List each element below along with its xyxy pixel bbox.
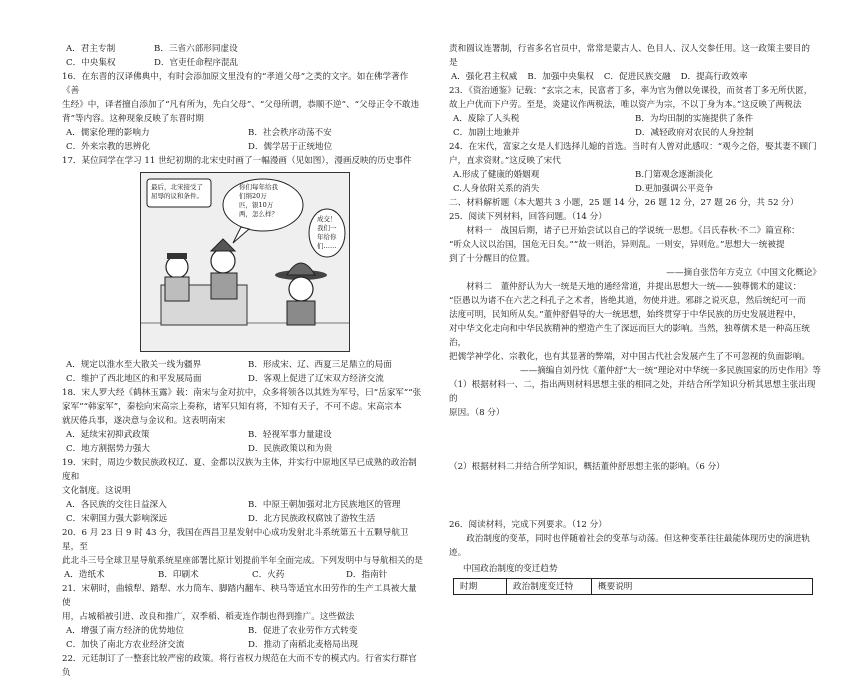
q22-stem: 22．元廷制订了一整套比较严密的政策。将行省权力规范在大而不专的模式内。行省实行群官负 [62, 654, 417, 678]
q21-stem-line2: 用，占城稻被引进、改良和推广，双季稻、稻麦连作制也得到推广。这些做法 [62, 612, 355, 622]
q22-option-a[interactable]: A．强化君主权威 [451, 72, 518, 82]
q25-material1-line1: 材料一 战国后期，诸子已开始尝试以自己的学说统一思想。《吕氏春秋·不二》篇宣称： [466, 226, 800, 236]
cartoon-speech-liao: 你们每年给我 们绢20万 匹，银10万 两，怎么样？ [239, 183, 278, 218]
q15-option-c[interactable]: C．中央集权 [66, 58, 116, 68]
q25-material1-source: ——摘自张岱年方克立《中国文化概论》 [666, 268, 821, 278]
q24-options-row2 [449, 182, 821, 196]
table-header-summary: 概要说明 [592, 579, 813, 595]
q16-stem-line2: 生经》中，译者擅自添加了“凡有所为，先白父母”、“父母所谓，恭顺不逆”、“父母正令不敢违 [62, 100, 420, 110]
q26-text-line1: 政治制度的变革，同时也伴随着社会的变革与动荡。但这种变革往往最能体现历史的演进轨 [466, 534, 810, 544]
q24-options-row1 [449, 168, 821, 182]
q25-material1-line3: 到了十分醒目的位置。 [449, 254, 535, 264]
q21-option-c[interactable]: C．加快了南北方农业经济交流 [66, 640, 185, 650]
q16-options-row2 [62, 140, 424, 154]
q21-option-d[interactable]: D．推动了南稻北麦格局出现 [248, 640, 359, 650]
table-header-period: 时期 [454, 579, 507, 595]
q20-option-c[interactable]: C．火药 [252, 570, 285, 580]
q18-stem-line3: 就厌倦兵事，遂决意与金议和。这表明南宋 [62, 416, 226, 426]
q25-material2-line3: 法度可明，民知所从矣。”董仲舒倡导的大一统思想，始终贯穿于中华民族的历史发展进程中， [449, 310, 802, 320]
q17-option-b[interactable]: B．形成宋、辽、西夏三足鼎立的局面 [248, 360, 392, 370]
q22-option-c[interactable]: C．促进民族交融 [603, 72, 671, 82]
q18-option-c[interactable]: C．地方割据势力强大 [66, 444, 150, 454]
q25-question1-line2: 原因。（8 分） [449, 408, 505, 418]
q20-option-b[interactable]: B．印刷术 [158, 570, 199, 580]
q15-option-a[interactable]: A．君主专制 [66, 44, 116, 54]
q22-option-b[interactable]: B．加强中央集权 [527, 72, 594, 82]
q22-option-d[interactable]: D．提高行政效率 [680, 72, 748, 82]
q25-question1-line1: （1）根据材料一、二，指出两则材料思想主张的相同之处，并结合所学知识分析其思想主张出现的 [449, 380, 816, 404]
q17-options-row2 [62, 372, 424, 386]
q25-material2-line1: 材料二 董仲舒认为大一统是天地的通经常道，并提出思想大一统——独尊儒术的建议： [466, 282, 802, 292]
q17-option-a[interactable]: A．规定以淮水至大散关一线为疆界 [66, 360, 202, 370]
q20-stem-line1: 20．6 月 23 日 9 时 43 分，我国在西昌卫星发射中心成功发射北斗系统第五十五颗导航卫星，至 [62, 528, 409, 552]
section-heading: 二、材料解析题（本大题共 3 小题，25 题 14 分，26 题 12 分，27 题 26 分，共 52 分） [449, 198, 799, 208]
q21-option-a[interactable]: A．增强了南方经济的优势地位 [66, 626, 184, 636]
q19-option-d[interactable]: D．北方民族政权腐蚀了游牧生活 [248, 514, 376, 524]
q25-answer-space2[interactable] [449, 474, 821, 518]
q23-options-row1 [449, 112, 821, 126]
q23-option-d[interactable]: D．减轻政府对农民的人身控制 [635, 128, 754, 138]
q19-option-b[interactable]: B．中原王朝加强对北方民族地区的管理 [248, 500, 401, 510]
q25-material2-line2: “臣愚以为诸不在六艺之科孔子之术者，皆绝其道，勿使并进。邪辟之说灭息，然后统纪可一而 [449, 296, 806, 306]
q23-option-b[interactable]: B．为均田制的实施提供了条件 [635, 114, 754, 124]
table-title: 中国政治制度的变迁趋势 [463, 564, 558, 574]
cartoon-speech-reply: 成交！ 我们一 年给你 们…… [317, 215, 337, 250]
q19-stem-line2: 文化制度。这说明 [62, 486, 131, 496]
q18-options-row1 [62, 428, 424, 442]
q23-options-row2 [449, 126, 821, 140]
cartoon-caption: 最后，北宋接受了 屈辱的议和条件。 [151, 183, 203, 200]
right-column [449, 42, 821, 595]
q16-option-b[interactable]: B．社会秩序动荡不安 [248, 128, 332, 138]
q22-options [449, 70, 821, 84]
q19-option-a[interactable]: A．各民族的交往日益深入 [66, 500, 167, 510]
q18-stem-line2: 家军”“韩家军”，秦桧向宋高宗上奏称，诸军只知有将，不知有天子，不可不虑。宋高宗本 [62, 402, 402, 412]
q16-options-row1 [62, 126, 424, 140]
q16-option-a[interactable]: A．儒家伦理的影响力 [66, 128, 150, 138]
table-header-change: 政治制度变迁特 [507, 579, 592, 595]
q20-options [62, 568, 424, 582]
q17-options-row1 [62, 358, 424, 372]
q23-stem-line2: 故上户优而下户劳。至是，炎建议作两税法，唯以资产为宗，不以丁身为本。”这反映了两税法 [449, 100, 802, 110]
q18-stem-line1: 18．宋人罗大经《鹤林玉露》载：南宋与金对抗中，众多将领各以其姓为军号，曰“岳家军”“张 [62, 388, 422, 398]
treaty-cartoon [140, 172, 350, 352]
q19-options-row1 [62, 498, 424, 512]
table-header-row [454, 579, 813, 595]
q19-options-row2 [62, 512, 424, 526]
q17-stem: 17．某位同学在学习 11 世纪初期的北宋史时画了一幅漫画（见如图），漫画反映的历史事件 [62, 156, 412, 166]
q21-option-b[interactable]: B．促进了农业劳作方式转变 [248, 626, 358, 636]
q24-option-c[interactable]: C.人身依附关系的消失 [453, 184, 540, 194]
q25-answer-space1[interactable] [449, 420, 821, 460]
q18-option-a[interactable]: A．延续宋初抑武政策 [66, 430, 150, 440]
left-column [62, 42, 424, 680]
q18-option-b[interactable]: B．轻视军事力量建设 [248, 430, 332, 440]
q21-stem-line1: 21．宋朝时，曲辕犁、踏犁、水力筒车、脚踏内翻车、秧马等适宜水田劳作的生产工具被大量使 [62, 584, 417, 608]
q16-option-d[interactable]: D．儒学居于正统地位 [248, 142, 333, 152]
q23-stem-line1: 23．《资治通鉴》记载：“玄宗之末，民富者丁多，率为官为僧以免课役，而贫者丁多无所伏匿， [449, 86, 813, 96]
q25-title: 25．阅读下列材料，回答问题。（14 分） [449, 212, 607, 222]
q24-option-a[interactable]: A.形成了健康的婚姻观 [453, 170, 540, 180]
q24-stem-line2: 户，直求资财。”这反映了宋代 [449, 156, 561, 166]
q24-option-d[interactable]: D.更加强调公平竞争 [635, 184, 714, 194]
q20-option-a[interactable]: A．造纸术 [64, 570, 105, 580]
q25-material1-line2: “听众人议以治国，国危无日矣。”“故一则治，异则乱。一则安，异则危。”思想大一统被提 [449, 240, 785, 250]
q20-stem-line2: 此北斗三号全球卫星导航系统星座部署比原计划提前半年全面完成。下列发明中与导航相关的是 [62, 556, 423, 566]
q24-stem-line1: 24．在宋代，富家之女是人们选择儿媳的首选。当时有人曾对此感叹：“观今之俗，娶其妻不顾门 [449, 142, 817, 152]
q23-option-c[interactable]: C．加剧土地兼并 [453, 128, 520, 138]
q26-text-line2: 迹。 [449, 548, 467, 558]
q17-option-c[interactable]: C．维护了西北地区的和平发展局面 [66, 374, 202, 384]
q19-stem-line1: 19．宋时，周边少数民族政权辽、夏、金都以汉族为主体，并实行中原地区早已成熟的政治制度和 [62, 458, 417, 482]
q18-options-row2 [62, 442, 424, 456]
q25-question2: （2）根据材料二并结合所学知识，概括董仲舒思想主张的影响。（6 分） [449, 462, 725, 472]
q16-stem-line1: 16．在东晋的汉译佛典中，有时会添加原文里没有的“孝道父母”之类的文字。如在佛学著作《善 [62, 72, 409, 96]
q15-options-row2 [62, 56, 424, 70]
q25-material2-line5: 把儒学神学化、宗教化，也有其显著的弊端，对中国古代社会发展产生了不可忽视的负面影响。 [449, 352, 810, 362]
q22-stem-cont1: 责和圆议连署制，行省多名官员中，常常是蒙古人、色目人、汉人交参任用。这一政策主要目的 [449, 44, 810, 54]
q25-material2-line4: 对中华文化走向和中华民族精神的塑造产生了深远而巨大的影响。当然，独尊儒术是一种高压统治， [449, 324, 810, 348]
q15-options-row1 [62, 42, 424, 56]
q23-option-a[interactable]: A．废除了人头税 [453, 114, 520, 124]
q19-option-c[interactable]: C．宋朝国力强大影响深远 [66, 514, 168, 524]
q22-stem-cont2: 是 [449, 58, 458, 68]
q15-option-b[interactable]: B．三省六部形同虚设 [154, 44, 238, 54]
q21-options-row1 [62, 624, 424, 638]
q16-option-c[interactable]: C．外来宗教的思辨化 [66, 142, 150, 152]
q26-title: 26．阅读材料，完成下列要求。（12 分） [449, 520, 607, 530]
q21-options-row2 [62, 638, 424, 652]
q24-option-b[interactable]: B.门第观念逐渐淡化 [635, 170, 713, 180]
q25-material2-source: ——摘编自刘丹忱《董仲舒“大一统”理论对中华统一多民族国家的历史作用》等 [520, 366, 821, 376]
q16-stem-line3: 背”等内容。这种现象反映了东晋时期 [62, 114, 204, 124]
q17-option-d[interactable]: D．客观上促进了辽宋双方经济交流 [248, 374, 384, 384]
q18-option-d[interactable]: D．民族政策以和为贵 [248, 444, 333, 454]
q15-option-d[interactable]: D．官吏任命程序混乱 [154, 58, 239, 68]
evolution-table [453, 578, 813, 595]
q20-option-d[interactable]: D．指南针 [346, 570, 388, 580]
